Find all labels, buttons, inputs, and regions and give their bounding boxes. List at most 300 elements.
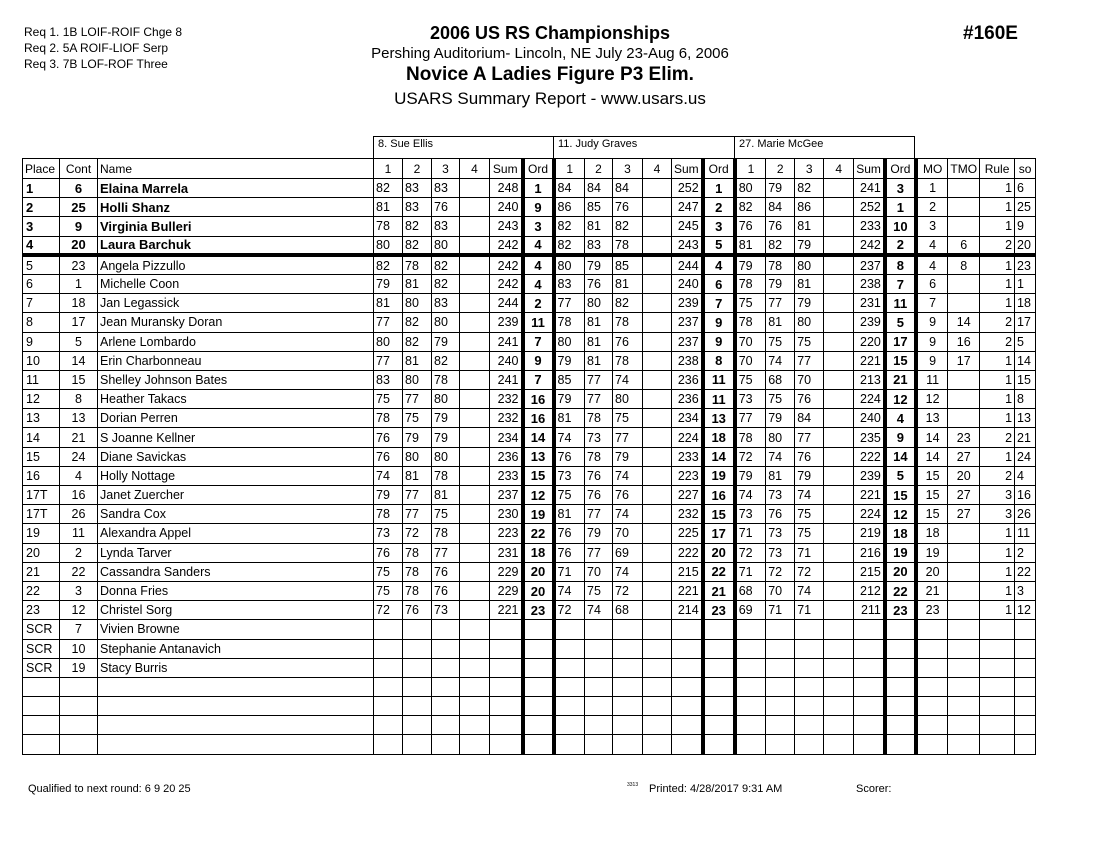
judge2-score-2: 84 xyxy=(585,179,613,198)
judge2-score-1: 73 xyxy=(554,466,585,485)
judge3-ordinal: 3 xyxy=(885,179,916,198)
judge1-score-3: 81 xyxy=(432,486,460,505)
mo-cell: 21 xyxy=(916,581,948,600)
judge1-sum: 244 xyxy=(490,294,523,313)
judge1-score-4 xyxy=(460,677,490,696)
judge3-score-1: 78 xyxy=(735,313,766,332)
judge3-score-2: 72 xyxy=(766,562,795,581)
judge1-score-2: 78 xyxy=(403,543,432,562)
judge1-score-1 xyxy=(374,658,403,677)
place-cell xyxy=(23,735,60,754)
judge1-ordinal: 12 xyxy=(523,486,554,505)
col-j3-3: 3 xyxy=(795,159,824,179)
judge3-sum: 224 xyxy=(854,505,885,524)
tmo-cell xyxy=(948,697,980,716)
place-cell: 21 xyxy=(23,562,60,581)
so-cell: 23 xyxy=(1015,255,1036,274)
judge2-ordinal: 6 xyxy=(703,274,735,293)
judge1-score-1: 78 xyxy=(374,409,403,428)
mo-cell: 23 xyxy=(916,601,948,620)
judge1-score-2: 81 xyxy=(403,351,432,370)
judge3-score-2: 74 xyxy=(766,351,795,370)
judge2-score-4 xyxy=(643,294,672,313)
judge3-score-3: 81 xyxy=(795,274,824,293)
judge2-ordinal: 15 xyxy=(703,505,735,524)
judge3-score-4 xyxy=(824,639,854,658)
so-cell: 12 xyxy=(1015,601,1036,620)
judge2-score-2 xyxy=(585,697,613,716)
cont-cell: 6 xyxy=(60,179,98,198)
judge2-score-3: 74 xyxy=(613,562,643,581)
tmo-cell: 27 xyxy=(948,486,980,505)
judge1-score-1: 78 xyxy=(374,217,403,236)
judge3-score-2 xyxy=(766,735,795,754)
judge2-score-4 xyxy=(643,562,672,581)
judge2-score-3: 69 xyxy=(613,543,643,562)
judge1-score-1: 76 xyxy=(374,428,403,447)
judge1-score-4 xyxy=(460,351,490,370)
table-row xyxy=(23,677,1036,696)
judge3-sum: 242 xyxy=(854,236,885,255)
judge2-score-1 xyxy=(554,677,585,696)
judge3-score-1 xyxy=(735,677,766,696)
rule-cell: 1 xyxy=(980,390,1015,409)
judge1-ordinal xyxy=(523,735,554,754)
judge3-ordinal: 4 xyxy=(885,409,916,428)
tmo-cell xyxy=(948,581,980,600)
judge3-score-3: 71 xyxy=(795,543,824,562)
col-j2-2: 2 xyxy=(585,159,613,179)
judge2-ordinal: 1 xyxy=(703,179,735,198)
table-row xyxy=(23,198,1036,217)
judge1-sum: 230 xyxy=(490,505,523,524)
tmo-cell xyxy=(948,562,980,581)
judge1-score-1: 73 xyxy=(374,524,403,543)
judge2-score-1: 82 xyxy=(554,236,585,255)
judge2-score-3: 74 xyxy=(613,370,643,389)
cont-cell: 11 xyxy=(60,524,98,543)
col-j2-3: 3 xyxy=(613,159,643,179)
judge1-score-2: 82 xyxy=(403,217,432,236)
judge2-score-3: 78 xyxy=(613,236,643,255)
judge2-sum: 222 xyxy=(672,543,703,562)
judge2-ordinal: 5 xyxy=(703,236,735,255)
judge3-score-4 xyxy=(824,198,854,217)
judge1-sum: 234 xyxy=(490,428,523,447)
judge2-score-3: 74 xyxy=(613,466,643,485)
name-cell: Shelley Johnson Bates xyxy=(98,370,374,389)
judge1-score-1 xyxy=(374,716,403,735)
judge3-sum: 221 xyxy=(854,351,885,370)
name-cell: Holly Nottage xyxy=(98,466,374,485)
rule-cell: 3 xyxy=(980,505,1015,524)
judge-header-2: 11. Judy Graves xyxy=(553,136,735,158)
judge1-ordinal: 11 xyxy=(523,313,554,332)
judge3-score-3: 79 xyxy=(795,466,824,485)
judge3-ordinal xyxy=(885,639,916,658)
cont-cell: 7 xyxy=(60,620,98,639)
judge3-score-1: 78 xyxy=(735,274,766,293)
judge1-ordinal xyxy=(523,639,554,658)
name-cell: Virginia Bulleri xyxy=(98,217,374,236)
judge3-score-2: 78 xyxy=(766,255,795,274)
judge1-score-2: 80 xyxy=(403,370,432,389)
judge1-score-1: 80 xyxy=(374,332,403,351)
judge1-ordinal: 13 xyxy=(523,447,554,466)
judge2-score-2: 76 xyxy=(585,466,613,485)
tmo-cell xyxy=(948,217,980,236)
rule-cell: 2 xyxy=(980,466,1015,485)
judge3-ordinal xyxy=(885,697,916,716)
judge3-score-1: 75 xyxy=(735,294,766,313)
table-row xyxy=(23,524,1036,543)
judge1-score-3: 73 xyxy=(432,601,460,620)
mo-cell: 9 xyxy=(916,313,948,332)
cont-cell: 5 xyxy=(60,332,98,351)
cont-cell xyxy=(60,677,98,696)
tmo-cell: 8 xyxy=(948,255,980,274)
judge1-score-3 xyxy=(432,677,460,696)
judge2-sum: 247 xyxy=(672,198,703,217)
judge2-sum xyxy=(672,735,703,754)
rule-cell: 2 xyxy=(980,313,1015,332)
judge3-ordinal: 15 xyxy=(885,351,916,370)
tmo-cell xyxy=(948,524,980,543)
so-cell xyxy=(1015,639,1036,658)
rule-cell: 2 xyxy=(980,428,1015,447)
judge3-score-2: 70 xyxy=(766,581,795,600)
judge1-score-4 xyxy=(460,409,490,428)
judge-header-3: 27. Marie McGee xyxy=(734,136,915,158)
mo-cell: 9 xyxy=(916,351,948,370)
col-j3-sum: Sum xyxy=(854,159,885,179)
table-row xyxy=(23,735,1036,754)
judge2-sum: 223 xyxy=(672,466,703,485)
so-cell xyxy=(1015,735,1036,754)
judge1-score-2 xyxy=(403,639,432,658)
judge1-sum: 236 xyxy=(490,447,523,466)
judge3-score-3: 70 xyxy=(795,370,824,389)
judge3-score-2: 73 xyxy=(766,543,795,562)
judge3-score-2: 80 xyxy=(766,428,795,447)
judge1-sum: 241 xyxy=(490,370,523,389)
judge3-ordinal: 22 xyxy=(885,581,916,600)
judge2-ordinal xyxy=(703,735,735,754)
judge2-score-2: 83 xyxy=(585,236,613,255)
so-cell: 3 xyxy=(1015,581,1036,600)
judge1-score-1: 72 xyxy=(374,601,403,620)
judge3-score-2 xyxy=(766,658,795,677)
judge2-sum: 245 xyxy=(672,217,703,236)
judge2-score-2: 79 xyxy=(585,524,613,543)
judge3-ordinal: 8 xyxy=(885,255,916,274)
judge3-score-3: 76 xyxy=(795,447,824,466)
judge1-score-1 xyxy=(374,677,403,696)
rule-cell: 1 xyxy=(980,409,1015,428)
judge2-sum: 233 xyxy=(672,447,703,466)
so-cell: 13 xyxy=(1015,409,1036,428)
mo-cell xyxy=(916,658,948,677)
judge3-score-2: 81 xyxy=(766,466,795,485)
tmo-cell xyxy=(948,370,980,389)
judge3-score-3 xyxy=(795,697,824,716)
judge2-score-4 xyxy=(643,179,672,198)
so-cell: 17 xyxy=(1015,313,1036,332)
judge2-score-3: 82 xyxy=(613,294,643,313)
rule-cell: 1 xyxy=(980,370,1015,389)
judge3-score-4 xyxy=(824,428,854,447)
judge3-score-4 xyxy=(824,370,854,389)
judge2-ordinal: 22 xyxy=(703,562,735,581)
judge3-score-3: 79 xyxy=(795,294,824,313)
judge1-sum: 229 xyxy=(490,562,523,581)
judge1-sum: 223 xyxy=(490,524,523,543)
judge2-score-2: 81 xyxy=(585,332,613,351)
name-cell: Arlene Lombardo xyxy=(98,332,374,351)
mo-cell: 15 xyxy=(916,486,948,505)
place-cell: 20 xyxy=(23,543,60,562)
judge3-score-1: 79 xyxy=(735,255,766,274)
judge3-sum: 221 xyxy=(854,486,885,505)
judge2-score-3: 84 xyxy=(613,179,643,198)
judge1-score-3 xyxy=(432,620,460,639)
judge3-sum: 240 xyxy=(854,409,885,428)
judge3-ordinal: 1 xyxy=(885,198,916,217)
judge2-ordinal xyxy=(703,697,735,716)
judge3-ordinal xyxy=(885,716,916,735)
judge2-score-4 xyxy=(643,447,672,466)
tmo-cell xyxy=(948,658,980,677)
rule-cell: 1 xyxy=(980,217,1015,236)
judge3-score-3: 82 xyxy=(795,179,824,198)
judge3-ordinal: 15 xyxy=(885,486,916,505)
cont-cell: 18 xyxy=(60,294,98,313)
rule-cell xyxy=(980,735,1015,754)
name-cell: Diane Savickas xyxy=(98,447,374,466)
judge2-score-4 xyxy=(643,677,672,696)
judge2-ordinal: 13 xyxy=(703,409,735,428)
judge1-score-3: 79 xyxy=(432,428,460,447)
col-so: so xyxy=(1015,159,1036,179)
rule-cell: 1 xyxy=(980,524,1015,543)
col-j1-3: 3 xyxy=(432,159,460,179)
judge1-score-3: 80 xyxy=(432,447,460,466)
judge1-score-3: 80 xyxy=(432,313,460,332)
judge3-score-4 xyxy=(824,486,854,505)
judge2-score-3: 82 xyxy=(613,217,643,236)
judge2-score-2: 78 xyxy=(585,447,613,466)
col-j1-sum: Sum xyxy=(490,159,523,179)
judge1-score-4 xyxy=(460,179,490,198)
judge1-score-4 xyxy=(460,581,490,600)
col-name: Name xyxy=(98,159,374,179)
judge2-score-1: 74 xyxy=(554,428,585,447)
judge3-score-2: 84 xyxy=(766,198,795,217)
name-cell: Vivien Browne xyxy=(98,620,374,639)
judge3-score-3: 72 xyxy=(795,562,824,581)
place-cell: 9 xyxy=(23,332,60,351)
judge3-score-1: 79 xyxy=(735,466,766,485)
tmo-cell: 27 xyxy=(948,505,980,524)
judge1-score-1: 82 xyxy=(374,179,403,198)
judge1-score-1: 81 xyxy=(374,198,403,217)
judge2-score-1: 76 xyxy=(554,447,585,466)
judge1-ordinal: 4 xyxy=(523,236,554,255)
judge1-score-2: 82 xyxy=(403,332,432,351)
judge1-sum: 240 xyxy=(490,198,523,217)
judge2-score-2: 81 xyxy=(585,313,613,332)
judge2-score-4 xyxy=(643,505,672,524)
judge2-score-3: 74 xyxy=(613,505,643,524)
judge1-score-3: 76 xyxy=(432,581,460,600)
judge1-sum: 242 xyxy=(490,236,523,255)
table-row xyxy=(23,255,1036,274)
so-cell: 15 xyxy=(1015,370,1036,389)
judge3-score-1 xyxy=(735,639,766,658)
col-j3-2: 2 xyxy=(766,159,795,179)
so-cell: 9 xyxy=(1015,217,1036,236)
place-cell: SCR xyxy=(23,639,60,658)
judge1-score-1: 74 xyxy=(374,466,403,485)
judge3-ordinal: 11 xyxy=(885,294,916,313)
judge3-sum xyxy=(854,697,885,716)
name-cell: Sandra Cox xyxy=(98,505,374,524)
judge2-score-4 xyxy=(643,255,672,274)
so-cell xyxy=(1015,658,1036,677)
mo-cell: 4 xyxy=(916,255,948,274)
scorer-label: Scorer: xyxy=(856,783,892,795)
judge2-score-2: 77 xyxy=(585,543,613,562)
judge2-score-1: 81 xyxy=(554,409,585,428)
judge1-score-4 xyxy=(460,370,490,389)
judge3-score-4 xyxy=(824,735,854,754)
judge1-score-3: 77 xyxy=(432,543,460,562)
judge1-ordinal: 23 xyxy=(523,601,554,620)
place-cell: 16 xyxy=(23,466,60,485)
judge3-score-4 xyxy=(824,620,854,639)
judge2-ordinal: 23 xyxy=(703,601,735,620)
judge3-score-2 xyxy=(766,620,795,639)
so-cell: 25 xyxy=(1015,198,1036,217)
judge3-score-4 xyxy=(824,236,854,255)
judge3-score-3 xyxy=(795,677,824,696)
judge3-score-1: 71 xyxy=(735,524,766,543)
judge3-score-1: 75 xyxy=(735,370,766,389)
judge1-score-2 xyxy=(403,697,432,716)
judge2-score-3: 79 xyxy=(613,447,643,466)
tmo-cell: 17 xyxy=(948,351,980,370)
rule-cell: 1 xyxy=(980,581,1015,600)
tmo-cell xyxy=(948,543,980,562)
table-row xyxy=(23,466,1036,485)
qualified-list: Qualified to next round: 6 9 20 25 xyxy=(28,783,191,795)
table-row xyxy=(23,351,1036,370)
judge3-score-1: 76 xyxy=(735,217,766,236)
judge2-score-4 xyxy=(643,351,672,370)
judge2-score-1: 74 xyxy=(554,581,585,600)
requirement-2: Req 2. 5A ROIF-LIOF Serp xyxy=(24,41,169,55)
cont-cell: 17 xyxy=(60,313,98,332)
judge2-score-1: 80 xyxy=(554,255,585,274)
judge1-score-3 xyxy=(432,716,460,735)
judge2-score-2: 77 xyxy=(585,390,613,409)
judge1-score-3: 80 xyxy=(432,236,460,255)
judge1-score-3: 76 xyxy=(432,198,460,217)
judge2-ordinal: 11 xyxy=(703,390,735,409)
mo-cell: 14 xyxy=(916,447,948,466)
mo-cell: 11 xyxy=(916,370,948,389)
judge2-ordinal: 8 xyxy=(703,351,735,370)
table-row xyxy=(23,562,1036,581)
judge1-score-2: 81 xyxy=(403,274,432,293)
judge1-ordinal: 18 xyxy=(523,543,554,562)
mo-cell xyxy=(916,639,948,658)
judge3-sum: 238 xyxy=(854,274,885,293)
judge3-score-4 xyxy=(824,697,854,716)
judge1-sum xyxy=(490,658,523,677)
tmo-cell xyxy=(948,274,980,293)
cont-cell: 21 xyxy=(60,428,98,447)
judge2-sum xyxy=(672,639,703,658)
judge1-score-4 xyxy=(460,716,490,735)
judge3-score-4 xyxy=(824,313,854,332)
tmo-cell xyxy=(948,639,980,658)
judge1-score-1 xyxy=(374,697,403,716)
judge2-ordinal: 11 xyxy=(703,370,735,389)
judge2-score-4 xyxy=(643,332,672,351)
name-cell xyxy=(98,677,374,696)
judge3-ordinal xyxy=(885,620,916,639)
judge3-score-1 xyxy=(735,716,766,735)
name-cell: Angela Pizzullo xyxy=(98,255,374,274)
judge2-sum xyxy=(672,677,703,696)
judge3-ordinal: 7 xyxy=(885,274,916,293)
judge1-score-3: 78 xyxy=(432,466,460,485)
so-cell: 8 xyxy=(1015,390,1036,409)
so-cell: 4 xyxy=(1015,466,1036,485)
judge2-score-2 xyxy=(585,620,613,639)
judge3-score-1: 72 xyxy=(735,447,766,466)
judge3-score-4 xyxy=(824,543,854,562)
cont-cell: 13 xyxy=(60,409,98,428)
name-cell: Holli Shanz xyxy=(98,198,374,217)
judge3-score-1 xyxy=(735,697,766,716)
judge1-score-3: 76 xyxy=(432,562,460,581)
judge2-score-1 xyxy=(554,639,585,658)
rule-cell: 1 xyxy=(980,179,1015,198)
judge3-sum xyxy=(854,735,885,754)
judge1-sum xyxy=(490,677,523,696)
judge3-score-3: 80 xyxy=(795,313,824,332)
so-cell: 2 xyxy=(1015,543,1036,562)
cont-cell: 10 xyxy=(60,639,98,658)
judge3-score-1 xyxy=(735,620,766,639)
judge3-sum: 235 xyxy=(854,428,885,447)
judge2-sum: 215 xyxy=(672,562,703,581)
name-cell: Heather Takacs xyxy=(98,390,374,409)
judge3-sum: 239 xyxy=(854,313,885,332)
mo-cell: 1 xyxy=(916,179,948,198)
printed-timestamp: Printed: 4/28/2017 9:31 AM xyxy=(649,783,783,795)
requirement-3: Req 3. 7B LOF-ROF Three xyxy=(24,57,168,71)
judge2-score-2 xyxy=(585,658,613,677)
judge3-ordinal xyxy=(885,658,916,677)
judge2-sum: 227 xyxy=(672,486,703,505)
judge1-score-1: 75 xyxy=(374,581,403,600)
place-cell: 23 xyxy=(23,601,60,620)
judge3-score-4 xyxy=(824,581,854,600)
judge3-ordinal: 5 xyxy=(885,466,916,485)
